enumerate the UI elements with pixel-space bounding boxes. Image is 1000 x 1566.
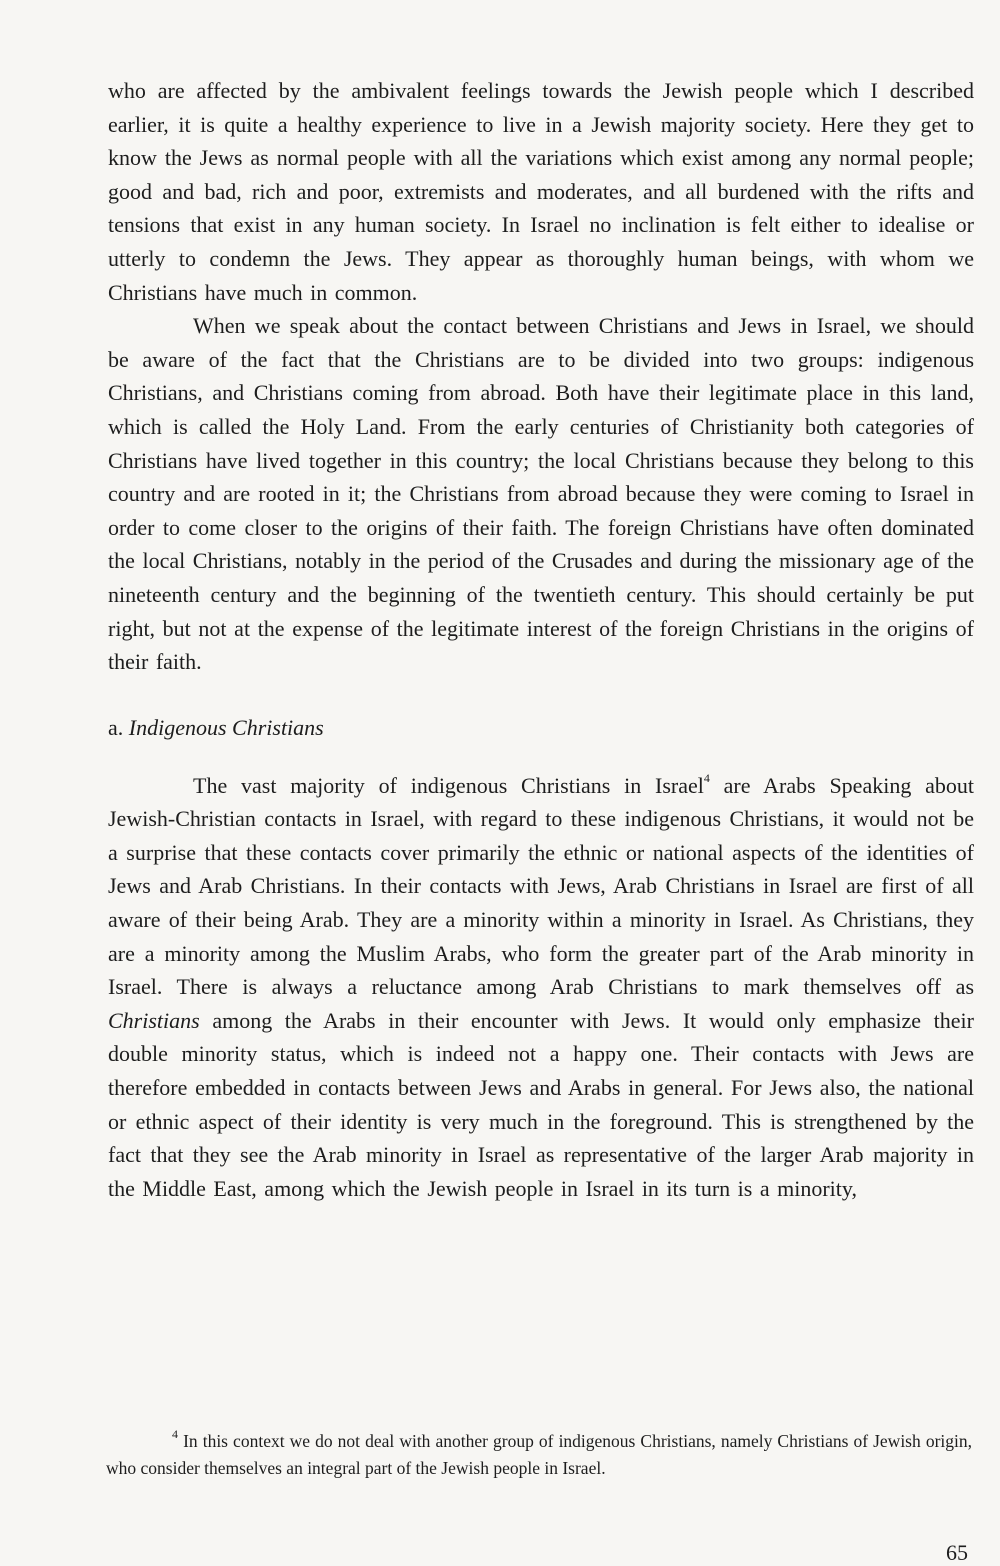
paragraph-3-part-b: are Arabs Speaking about Jewish-Christian contacts in Israel, with regard to these indigenous Christians, it would not be a surprise that these contacts cover primarily the ethnic or national aspects of the identities of Jews and Arab Christians. In their contacts with Jews, Arab Christians in Israel are first of all aware of their being Arab. They are a minority within a minority in Israel. As Christians, they are a minority among the Muslim Arabs, who form the greater part of the Arab minority in Israel. There is always a reluctance among Arab Christians to mark themselves off as [108,772,974,1000]
paragraph-2: When we speak about the contact between Christians and Jews in Israel, we should be aware of the fact that the Christians are to be divided into two groups: indigenous Christians, and Christians coming from abroad. Both have their legitimate place in this land, which is called the Holy Land. From the early centuries of Christianity both categories of Christians have lived together in this country; the local Christians because they belong to this country and are rooted in it; the Christians from abroad because they were coming to Israel in order to come closer to the origins of their faith. The foreign Christians have often dominated the local Christians, notably in the period of the Crusades and during the missionary age of the nineteenth century and the beginning of the twentieth century. This should certainly be put right, but not at the expense of the legitimate interest of the foreign Christians in the origins of their faith. [108,313,974,675]
footnote-text: In this context we do not deal with another group of indigenous Christians, namely Christians of Jewish origin, who consider themselves an integral part of the Jewish people in Israel. [106,1431,972,1478]
paragraph-1: who are affected by the ambivalent feelings towards the Jewish people which I described earlier, it is quite a healthy experience to live in a Jewish majority society. Here they get to know the Jews as normal people with all the variations which exist among any normal people; good and bad, rich and poor, extremists and moderates, and all burdened with the rifts and tensions that exist in any human society. In Israel no inclination is felt either to idealise or utterly to condemn the Jews. They appear as thoroughly human beings, with whom we Christians have much in common. [108,78,974,305]
footnote [106,1428,972,1482]
footnote-marker: 4 [172,1427,178,1442]
paragraph-3-part-a: The vast majority of indigenous Christians in Israel [193,772,704,798]
section-heading-title: Indigenous Christians [128,714,324,740]
section-heading [108,713,974,743]
main-text [108,74,974,1205]
section-heading-marker: a. [108,714,124,740]
paragraph-3-part-c: among the Arabs in their encounter with Jews. It would only emphasize their double minority status, which is indeed not a happy one. Their contacts with Jews are therefore embedded in contacts between Jews and Arabs in general. For Jews also, the national or ethnic aspect of their identity is very much in the foreground. This is strengthened by the fact that they see the Arab minority in Israel as representative of the larger Arab majority in the Middle East, among which the Jewish people in Israel in its turn is a minority, [108,1007,974,1201]
page-number: 65 [946,1540,968,1565]
footnote-reference[interactable]: 4 [703,771,710,786]
paragraph-3-emphasis: Christians [108,1007,200,1033]
paragraph-3 [108,769,974,1206]
